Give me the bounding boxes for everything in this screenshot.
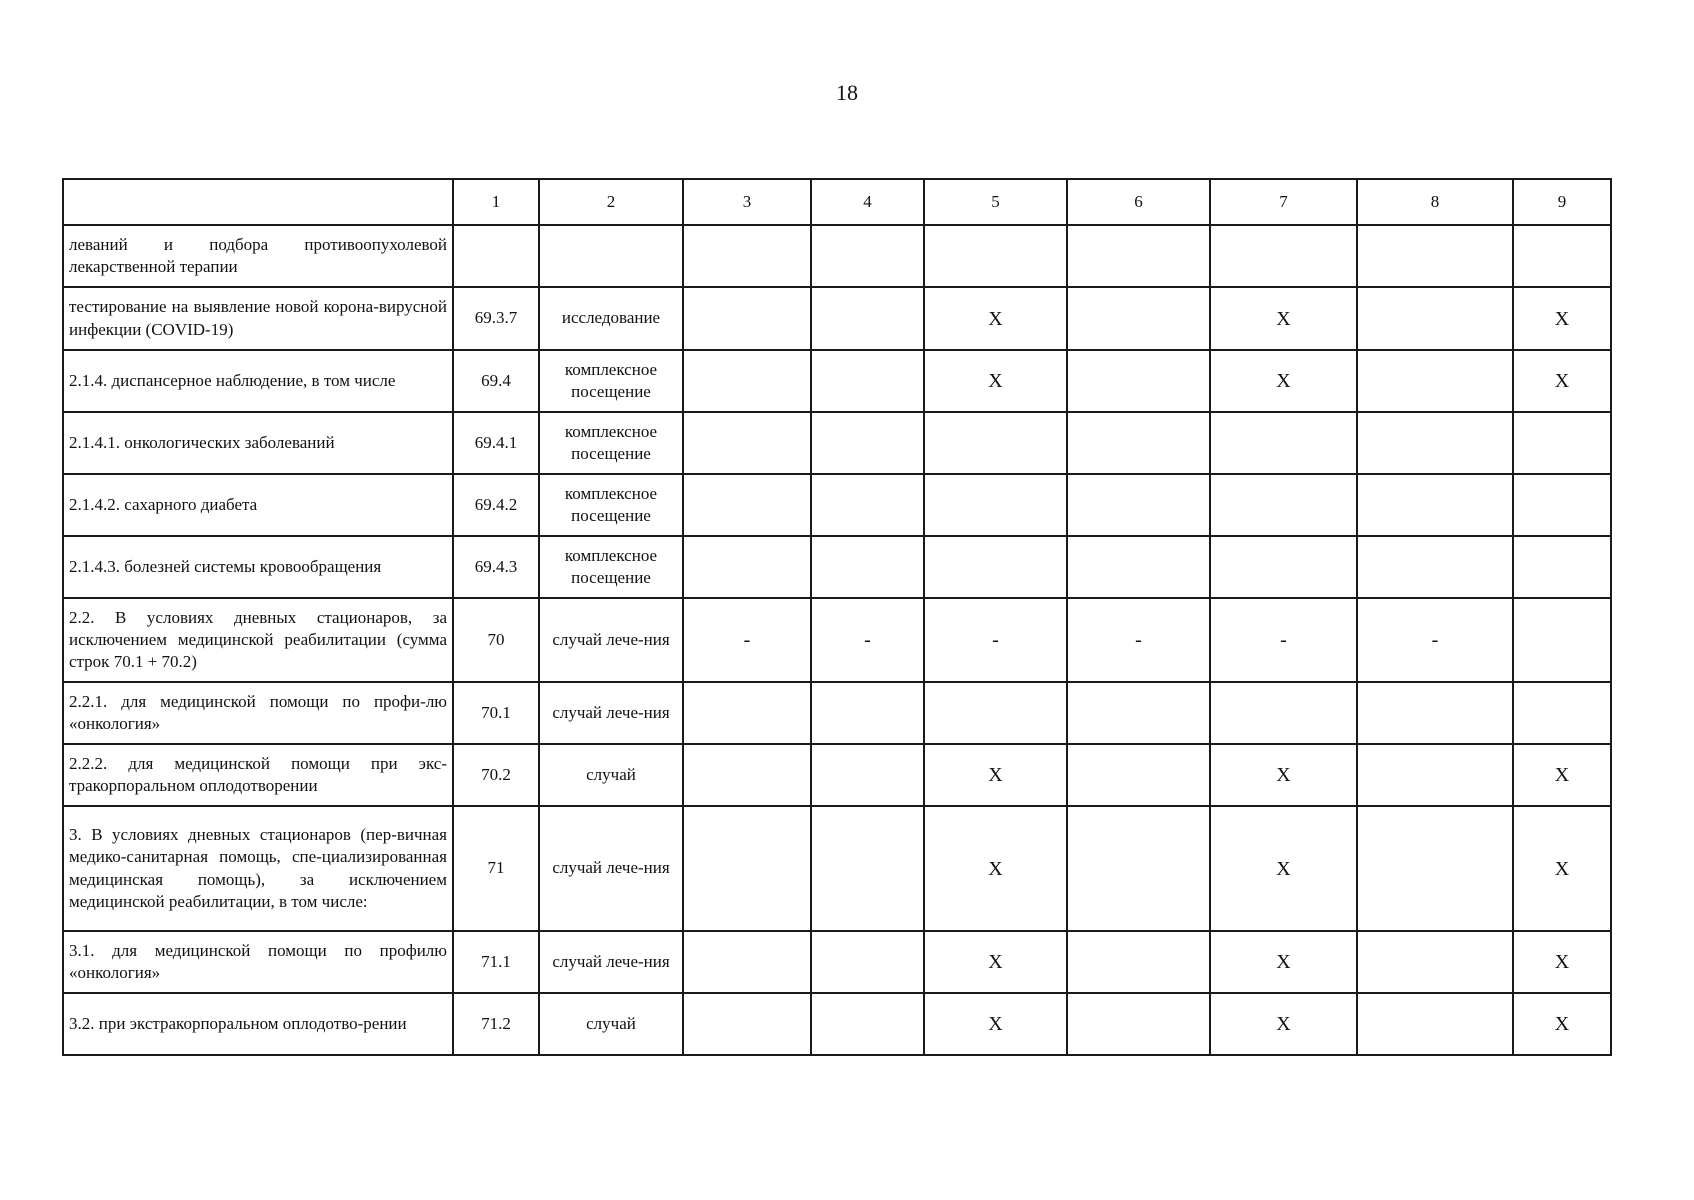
row-value-cell [924,474,1067,536]
row-value-cell: X [1210,931,1357,993]
row-value-cell [683,993,811,1055]
row-value-cell [924,682,1067,744]
row-value-cell [1210,225,1357,287]
row-value-cell [1357,931,1513,993]
row-value-cell: X [1513,744,1611,806]
table-row [63,931,1611,993]
row-value-cell [1357,474,1513,536]
row-name-cell: 2.2. В условиях дневных стационаров, за исключением медицинской реабилитации (сумма строк 70.1 + 70.2) [63,598,453,682]
row-code-cell: 71.2 [453,993,539,1055]
row-value-cell [1210,412,1357,474]
row-value-cell [811,412,924,474]
row-name-cell: 2.1.4.2. сахарного диабета [63,474,453,536]
row-value-cell [683,350,811,412]
row-unit-cell: случай [539,744,683,806]
row-value-cell [1357,536,1513,598]
row-unit-cell: случай [539,993,683,1055]
row-name-cell: 3.2. при экстракорпоральном оплодотво-рении [63,993,453,1055]
row-value-cell [811,993,924,1055]
row-code-cell: 71 [453,806,539,931]
row-value-cell [1067,287,1210,350]
table-row [63,744,1611,806]
row-value-cell [1513,474,1611,536]
table-row [63,225,1611,287]
column-number-row [63,179,1611,225]
row-value-cell: X [1210,744,1357,806]
row-value-cell [924,412,1067,474]
row-value-cell: - [924,598,1067,682]
row-name-cell: 3. В условиях дневных стационаров (пер-вичная медико-санитарная помощь, спе-циализированная медицинская помощь), за исключением медицинской реабилитации, в том числе: [63,806,453,931]
row-value-cell [683,931,811,993]
row-value-cell [1513,536,1611,598]
row-value-cell [683,744,811,806]
column-header: 8 [1357,179,1513,225]
row-value-cell [1357,993,1513,1055]
row-value-cell [1067,744,1210,806]
row-unit-cell: случай лече-ния [539,682,683,744]
table-row [63,350,1611,412]
column-header: 1 [453,179,539,225]
table-row [63,287,1611,350]
row-value-cell [924,536,1067,598]
row-code-cell: 69.4.3 [453,536,539,598]
table-row [63,806,1611,931]
row-value-cell: - [1067,598,1210,682]
row-name-cell: леваний и подбора противоопухолевой лекарственной терапии [63,225,453,287]
table-body [63,179,1611,1055]
row-value-cell [683,806,811,931]
row-value-cell: - [1210,598,1357,682]
row-value-cell [683,287,811,350]
row-code-cell: 69.4.1 [453,412,539,474]
row-value-cell: - [811,598,924,682]
row-name-cell: 2.1.4.1. онкологических заболеваний [63,412,453,474]
row-unit-cell: исследование [539,287,683,350]
row-value-cell [811,536,924,598]
column-header: 3 [683,179,811,225]
row-value-cell [1067,474,1210,536]
row-value-cell [1357,287,1513,350]
row-value-cell [811,225,924,287]
row-code-cell: 70 [453,598,539,682]
row-value-cell [1357,412,1513,474]
row-value-cell [1210,536,1357,598]
row-value-cell: X [924,350,1067,412]
table-row [63,536,1611,598]
row-value-cell: X [1513,287,1611,350]
row-code-cell [453,225,539,287]
row-value-cell [811,931,924,993]
row-name-cell: 2.1.4. диспансерное наблюдение, в том числе [63,350,453,412]
row-value-cell [811,682,924,744]
row-unit-cell: комплексное посещение [539,350,683,412]
row-value-cell [683,682,811,744]
row-name-cell: 2.2.2. для медицинской помощи при экс-тракорпоральном оплодотворении [63,744,453,806]
row-value-cell [1513,412,1611,474]
table-row [63,598,1611,682]
row-value-cell [1513,682,1611,744]
row-value-cell [683,225,811,287]
page-number: 18 [836,80,858,105]
row-value-cell: X [924,993,1067,1055]
row-value-cell [1067,412,1210,474]
row-name-cell: 2.2.1. для медицинской помощи по профи-лю «онкология» [63,682,453,744]
row-code-cell: 69.4 [453,350,539,412]
column-header: 9 [1513,179,1611,225]
row-name-cell: тестирование на выявление новой корона-вирусной инфекции (COVID-19) [63,287,453,350]
row-value-cell [1513,598,1611,682]
row-name-cell: 2.1.4.3. болезней системы кровообращения [63,536,453,598]
row-value-cell [1067,225,1210,287]
row-value-cell [1067,536,1210,598]
column-header: 5 [924,179,1067,225]
column-header: 4 [811,179,924,225]
row-value-cell [811,474,924,536]
row-value-cell [811,350,924,412]
row-value-cell: X [1513,350,1611,412]
row-value-cell: X [924,744,1067,806]
row-code-cell: 69.4.2 [453,474,539,536]
table-row [63,993,1611,1055]
row-code-cell: 71.1 [453,931,539,993]
row-value-cell: X [1210,806,1357,931]
row-value-cell [1067,682,1210,744]
row-value-cell [683,474,811,536]
row-value-cell: X [924,287,1067,350]
row-value-cell [811,744,924,806]
table-row [63,412,1611,474]
row-value-cell [1067,931,1210,993]
row-value-cell: X [1513,931,1611,993]
table-row [63,682,1611,744]
row-value-cell: - [1357,598,1513,682]
row-value-cell: X [1210,993,1357,1055]
row-name-cell: 3.1. для медицинской помощи по профилю «онкология» [63,931,453,993]
row-value-cell [1067,993,1210,1055]
row-value-cell [1210,474,1357,536]
row-unit-cell [539,225,683,287]
row-value-cell [1067,350,1210,412]
row-code-cell: 70.1 [453,682,539,744]
row-value-cell: X [924,806,1067,931]
row-unit-cell: комплексное посещение [539,474,683,536]
row-value-cell [811,287,924,350]
row-value-cell [683,412,811,474]
row-value-cell: X [924,931,1067,993]
row-unit-cell: комплексное посещение [539,536,683,598]
column-header: 6 [1067,179,1210,225]
row-value-cell [924,225,1067,287]
row-unit-cell: случай лече-ния [539,598,683,682]
row-value-cell: X [1210,350,1357,412]
table-row [63,474,1611,536]
row-value-cell [1067,806,1210,931]
row-value-cell [683,536,811,598]
row-value-cell [1357,350,1513,412]
row-value-cell [1357,682,1513,744]
row-value-cell [1357,225,1513,287]
row-code-cell: 69.3.7 [453,287,539,350]
row-code-cell: 70.2 [453,744,539,806]
row-unit-cell: случай лече-ния [539,931,683,993]
row-value-cell: X [1513,993,1611,1055]
row-unit-cell: комплексное посещение [539,412,683,474]
column-header [63,179,453,225]
row-value-cell: X [1513,806,1611,931]
row-value-cell: - [683,598,811,682]
row-value-cell [1513,225,1611,287]
row-value-cell: X [1210,287,1357,350]
row-value-cell [1357,806,1513,931]
row-unit-cell: случай лече-ния [539,806,683,931]
row-value-cell [1357,744,1513,806]
medical-assistance-table [62,178,1612,1056]
column-header: 2 [539,179,683,225]
column-header: 7 [1210,179,1357,225]
row-value-cell [1210,682,1357,744]
row-value-cell [811,806,924,931]
